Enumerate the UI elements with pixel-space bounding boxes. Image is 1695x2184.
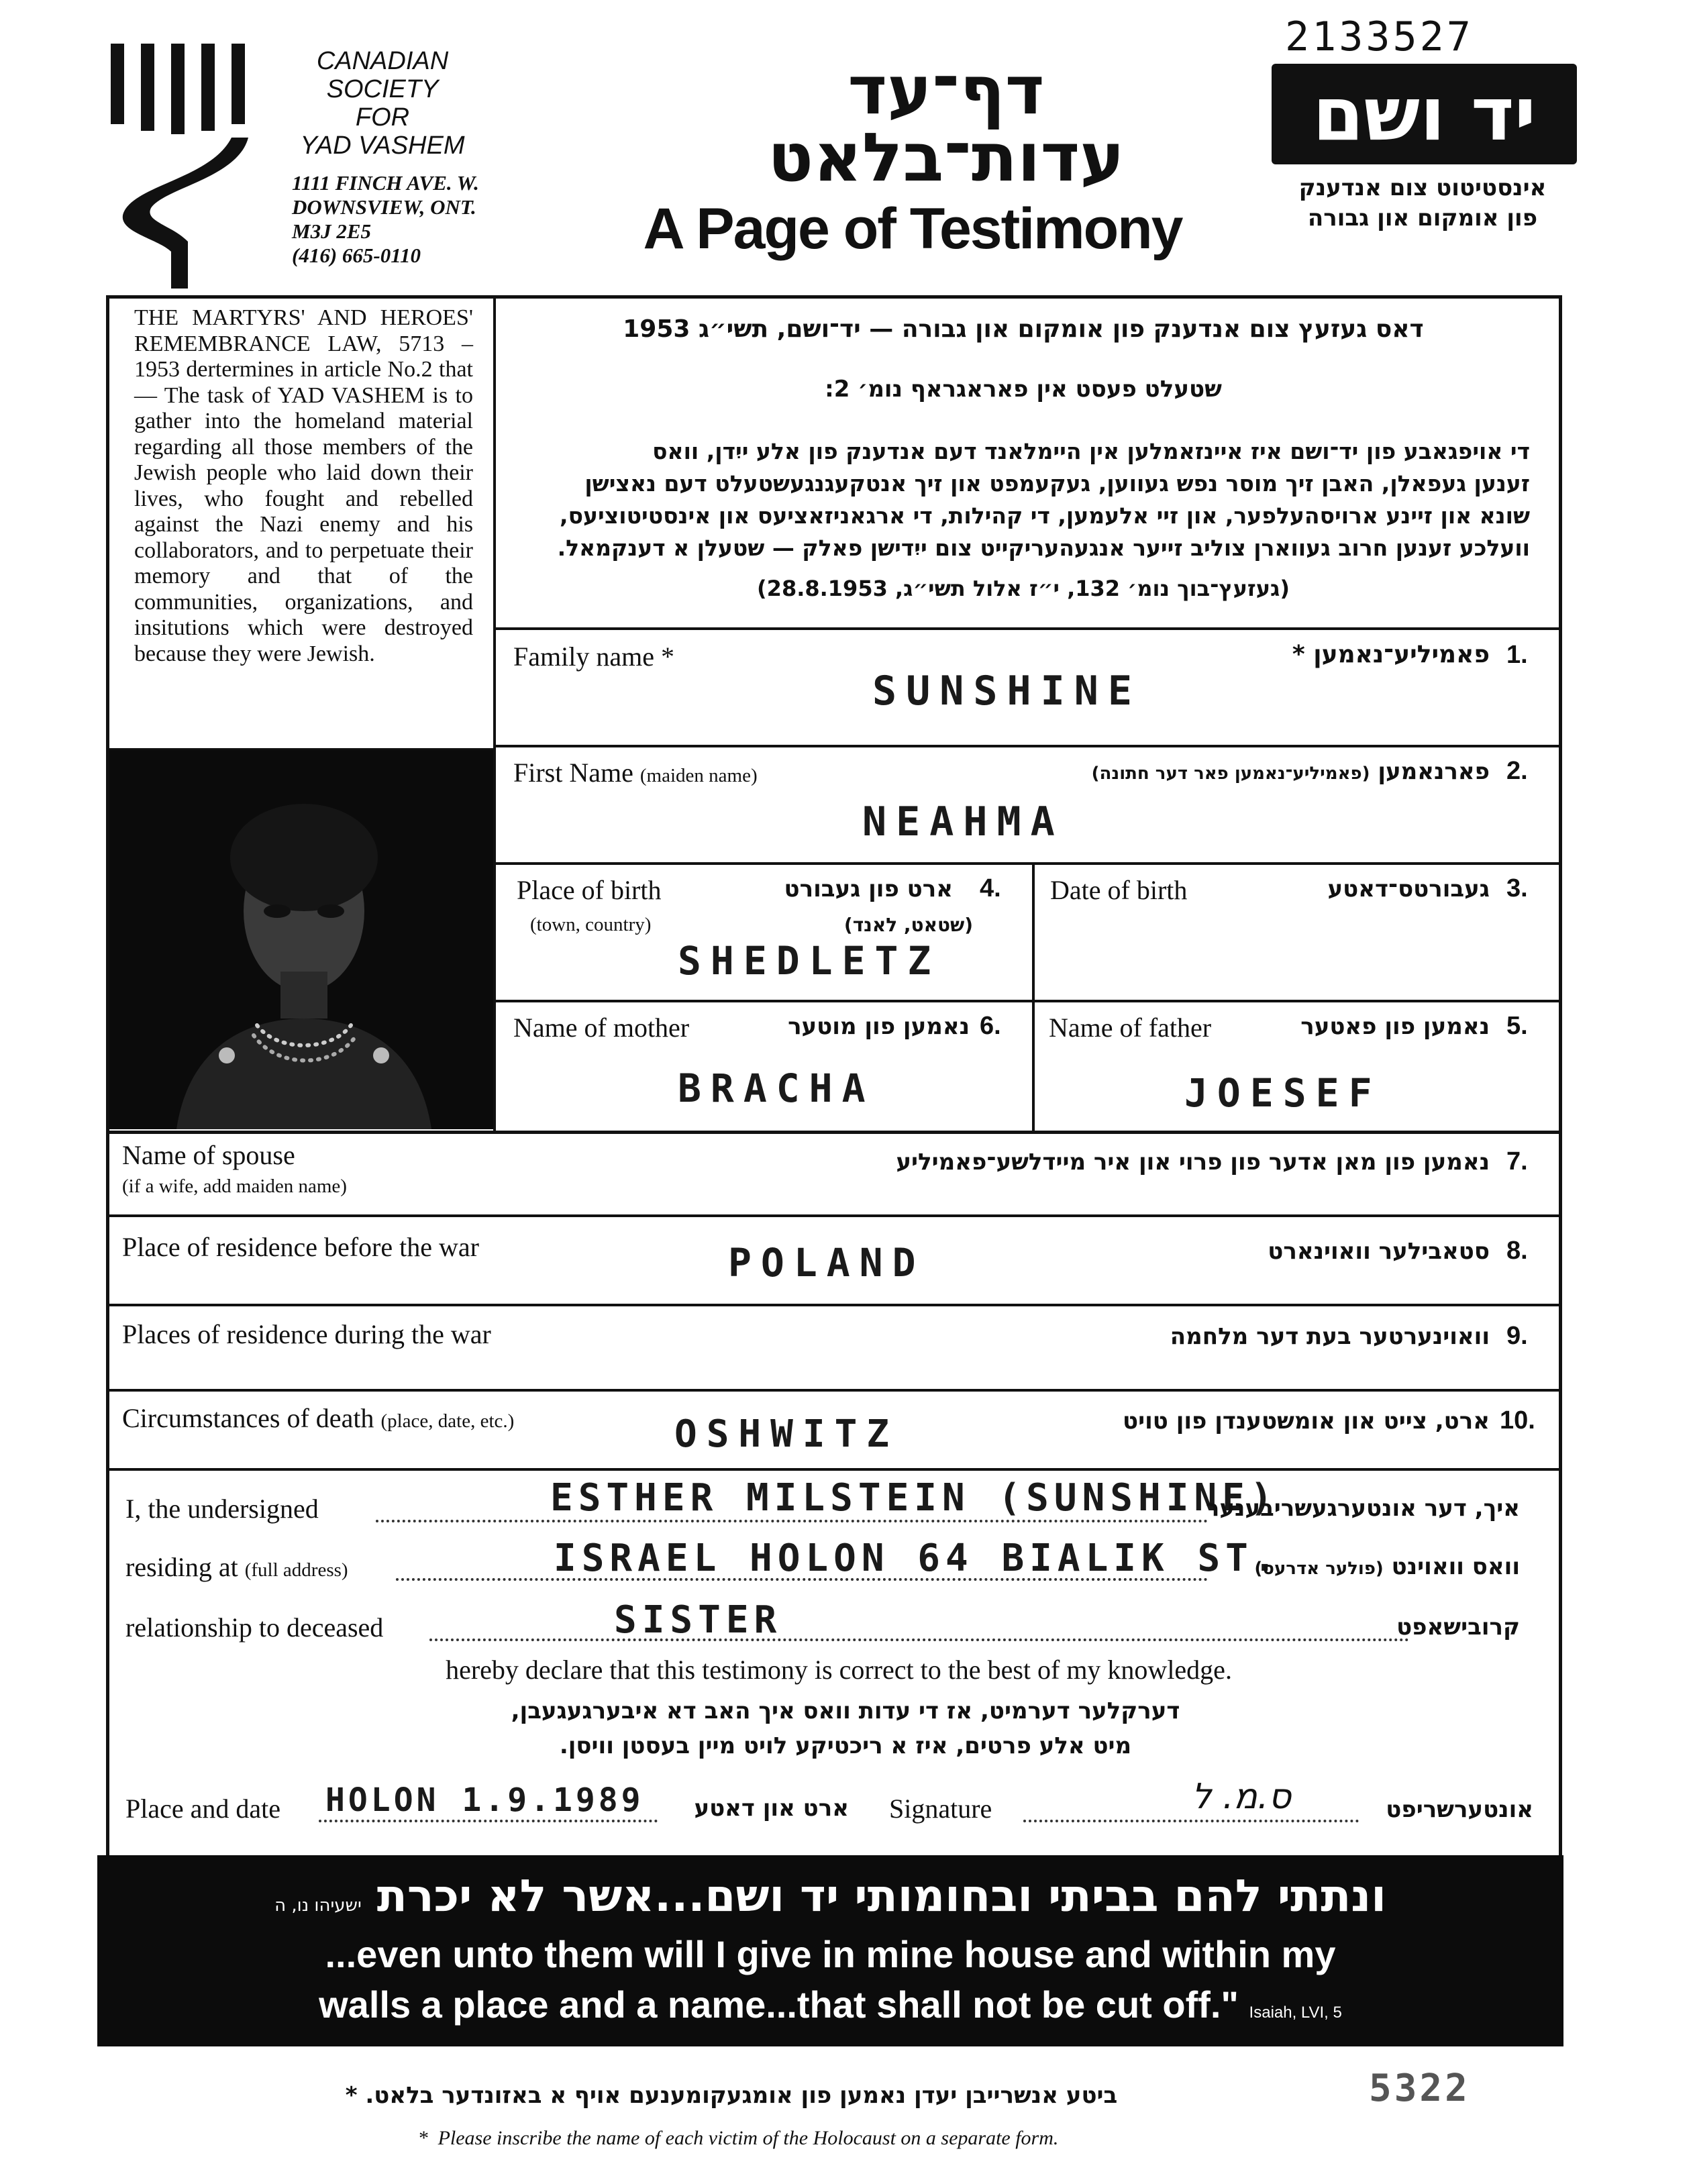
frame-top bbox=[106, 295, 1562, 299]
banner-hebrew-ref: ישעיהו נו, ה bbox=[274, 1895, 362, 1916]
org-line: FOR bbox=[355, 103, 410, 132]
father-name-label: Name of father bbox=[1049, 1012, 1212, 1043]
law-yiddish-line: די אויפגאבע פון יד־ושם איז איינזאמלען אין היימלאנד דעם אנדענק פון אלע ייִדן, וואס bbox=[652, 438, 1530, 464]
org-line: SOCIETY bbox=[326, 75, 439, 103]
row-divider bbox=[106, 1468, 1562, 1471]
row-divider bbox=[495, 627, 1562, 630]
circumstances-of-death-value: OSHWITZ bbox=[674, 1412, 899, 1456]
hebrew-title-line-2: עדות־בלאט bbox=[768, 118, 1125, 197]
banner-english-text: walls a place and a name...that shall not be cut off." bbox=[319, 1983, 1239, 2026]
law-yiddish-line: זענען געפאלן, האבן זיך מוסר נפש געווען, געקעמפט און זיך אנטקעגנגעשטעלט דעם נאצישן bbox=[584, 470, 1530, 497]
footer-yiddish-text: ביטע אנשרייבן יעדן נאמען פון אומגעקומענעם אויף א באזונדער בלאט. bbox=[365, 2082, 1118, 2109]
residence-during-war-label: Places of residence during the war bbox=[122, 1319, 491, 1349]
org-line: CANADIAN bbox=[316, 47, 449, 75]
declaration-yiddish-line-2: מיט אלע פרטים, איז א ריכטיקע לויט מיין בעסטן וויסן. bbox=[559, 1732, 1132, 1759]
relationship-yiddish-label: קרובישאפט bbox=[1396, 1614, 1520, 1641]
relationship-dotted-line bbox=[429, 1639, 1409, 1641]
frame-right bbox=[1559, 295, 1562, 1855]
isaiah-banner bbox=[97, 1855, 1563, 2046]
hebrew-title-line-1: דף־עד bbox=[848, 51, 1045, 129]
first-name-yiddish-note: (פאמיליע־נאמען פאר דער חתונה) bbox=[1091, 764, 1370, 784]
undersigned-dotted-line bbox=[376, 1520, 1208, 1522]
law-yiddish-line: וועלכע זענען חרוב געווארן צוליב זייער אנגעהעריקייט צום ייִדישן פאלק — שטעלן א דענקמאל. bbox=[557, 535, 1530, 561]
spouse-name-yiddish-label: נאמען פון מאן אדער פון פרוי און איר מיידלשע־פאמיליע bbox=[896, 1149, 1490, 1176]
family-name-label: Family name * bbox=[513, 641, 674, 672]
row-divider bbox=[495, 1000, 1562, 1002]
place-and-date-value: HOLON 1.9.1989 bbox=[325, 1781, 644, 1819]
relationship-value: SISTER bbox=[614, 1598, 782, 1642]
family-name-number: 1. bbox=[1506, 641, 1528, 669]
date-of-birth-yiddish-label: געבורטס־דאטע bbox=[1327, 876, 1490, 902]
address-line: 1111 FINCH AVE. W. bbox=[292, 171, 479, 195]
first-name-number: 2. bbox=[1506, 757, 1528, 785]
place-of-birth-yiddish-label: ארט פון געבורט bbox=[784, 876, 953, 902]
residing-at-label bbox=[125, 1551, 348, 1583]
undersigned-yiddish-label: איך, דער אונטערגעשריבענער bbox=[1205, 1495, 1520, 1522]
declaration-yiddish-line-1: דערקלער דערמיט, אז די עדות וואס איך האב דא איבערגעגעבן, bbox=[511, 1698, 1180, 1724]
law-yiddish-line: שונא און זיינע ארויסהעלפער, און זיי אלעמען, די קהילות, די ארגאניזאציעס און אינסטיטוציעס, bbox=[560, 503, 1530, 529]
place-and-date-yiddish-label: ארט און דאטע bbox=[694, 1795, 849, 1822]
mother-name-label: Name of mother bbox=[513, 1012, 690, 1043]
residing-at-yiddish-label bbox=[1208, 1553, 1520, 1580]
residence-before-war-number: 8. bbox=[1506, 1237, 1528, 1265]
row-divider bbox=[495, 745, 1562, 747]
father-name-value: JOESEF bbox=[1184, 1070, 1382, 1116]
footer-yiddish-note: ביטע אנשרייבן יעדן נאמען פון אומגעקומענעם אויף א באזונדער בלאט. * bbox=[345, 2082, 1118, 2109]
law-yiddish-citation: (געזעץ־בוך נומ׳ 132, י״ז אלול תשי״ג, 28.8.1953) bbox=[757, 576, 1290, 601]
law-yiddish-title: דאס געזעץ צום אנדענק פון אומקום און גבורה — יד־ושם, תשי״ג 1953 bbox=[623, 315, 1424, 343]
place-of-birth-number: 4. bbox=[980, 874, 1001, 902]
footer-stamp-number: 5322 bbox=[1369, 2067, 1470, 2110]
footer-english-text: Please inscribe the name of each victim of the Holocaust on a separate form. bbox=[438, 2127, 1059, 2149]
first-name-yiddish-text: פארנאמען bbox=[1378, 758, 1490, 785]
mother-name-yiddish-label: נאמען פון מוטער bbox=[788, 1013, 970, 1040]
declaration-statement: hereby declare that this testimony is correct to the best of my knowledge. bbox=[446, 1655, 1232, 1685]
spouse-name-number: 7. bbox=[1506, 1147, 1528, 1176]
circumstances-of-death-number: 10. bbox=[1500, 1406, 1535, 1435]
place-of-birth-yiddish-note: (שטאט, לאנד) bbox=[843, 914, 973, 936]
circumstances-of-death-note: (place, date, etc.) bbox=[380, 1410, 515, 1432]
first-name-yiddish-label bbox=[906, 758, 1490, 785]
relationship-label: relationship to deceased bbox=[125, 1612, 384, 1643]
row-divider bbox=[106, 1131, 1562, 1134]
row-divider bbox=[106, 1389, 1562, 1392]
mother-name-value: BRACHA bbox=[678, 1065, 875, 1111]
left-column-divider bbox=[493, 295, 496, 1131]
institute-name-line-1: אינסטיטוט צום אנדענק bbox=[1298, 174, 1547, 201]
institute-name-line-2: פון אומקום און גבורה bbox=[1307, 205, 1538, 231]
yad-vashem-logo-text: יד ושם bbox=[1312, 71, 1537, 157]
address-line: M3J 2E5 bbox=[292, 219, 371, 243]
spouse-name-label: Name of spouse bbox=[122, 1140, 295, 1170]
row-divider bbox=[106, 1304, 1562, 1306]
yad-vashem-logo bbox=[1272, 64, 1577, 164]
place-and-date-dotted-line bbox=[319, 1820, 658, 1822]
circumstances-of-death-label bbox=[122, 1402, 514, 1434]
date-of-birth-number: 3. bbox=[1506, 874, 1528, 902]
spouse-name-note: (if a wife, add maiden name) bbox=[122, 1176, 347, 1197]
first-name-value: NEAHMA bbox=[862, 798, 1064, 845]
date-of-birth-label: Date of birth bbox=[1050, 875, 1188, 905]
signature-value: ס.מ. ל bbox=[1191, 1777, 1292, 1817]
family-name-yiddish-label: פאמיליע־נאמען * bbox=[1292, 641, 1490, 668]
address-line: (416) 665-0110 bbox=[292, 244, 421, 267]
residing-at-text: residing at bbox=[125, 1552, 238, 1582]
undersigned-value: ESTHER MILSTEIN (SUNSHINE) bbox=[550, 1476, 1278, 1520]
organization-address bbox=[292, 171, 533, 268]
family-name-value: SUNSHINE bbox=[872, 668, 1141, 715]
undersigned-label: I, the undersigned bbox=[125, 1494, 319, 1524]
banner-reference: Isaiah, LVI, 5 bbox=[1249, 2004, 1342, 2022]
footer-english-note: * Please inscribe the name of each victim of the Holocaust on a separate form. bbox=[417, 2127, 1059, 2149]
address-line: DOWNSVIEW, ONT. bbox=[292, 195, 476, 219]
column-divider bbox=[1032, 862, 1035, 1131]
residence-before-war-yiddish-label: סטאבילער וואוינארט bbox=[1268, 1238, 1490, 1265]
signature-yiddish-label: אונטערשריפט bbox=[1386, 1796, 1533, 1823]
residing-at-note: (full address) bbox=[244, 1559, 348, 1581]
residence-during-war-number: 9. bbox=[1506, 1322, 1528, 1350]
law-yiddish-subtitle: שטעלט פעסט אין פאראגראף נומ׳ 2: bbox=[825, 376, 1222, 403]
menorah-logo bbox=[97, 37, 258, 292]
row-divider bbox=[106, 1214, 1562, 1217]
residing-at-yiddish-note: (פולער אדרעס) bbox=[1254, 1559, 1384, 1579]
page-title: A Page of Testimony bbox=[643, 197, 1182, 261]
residing-at-value: ISRAEL HOLON 64 BIALIK ST. bbox=[554, 1537, 1282, 1580]
circumstances-of-death-text: Circumstances of death bbox=[122, 1403, 374, 1433]
place-and-date-label: Place and date bbox=[125, 1793, 280, 1824]
place-of-birth-label: Place of birth bbox=[517, 875, 662, 905]
residence-during-war-yiddish-label: וואוינערטער בעת דער מלחמה bbox=[1170, 1323, 1490, 1350]
signature-dotted-line bbox=[1023, 1820, 1359, 1822]
circumstances-of-death-yiddish-label: ארט, צייט און אומשטענדן פון טויט bbox=[1122, 1408, 1490, 1435]
place-of-birth-value: SHEDLETZ bbox=[678, 938, 941, 984]
mother-name-number: 6. bbox=[980, 1012, 1001, 1040]
residence-before-war-value: POLAND bbox=[728, 1240, 925, 1286]
org-line: YAD VASHEM bbox=[300, 132, 465, 160]
residing-at-yiddish-text: וואס וואוינט bbox=[1391, 1553, 1520, 1580]
place-of-birth-note: (town, country) bbox=[530, 914, 652, 935]
organization-name bbox=[282, 47, 483, 160]
banner-hebrew-text: ונתתי להם בביתי ובחומותי יד ושם...אשר לא יכרת bbox=[376, 1870, 1386, 1922]
first-name-label bbox=[513, 757, 758, 788]
residence-before-war-label: Place of residence before the war bbox=[122, 1232, 479, 1262]
first-name-label-text: First Name bbox=[513, 758, 633, 788]
row-divider bbox=[495, 862, 1562, 865]
serial-number: 2133527 bbox=[1285, 13, 1474, 60]
signature-label: Signature bbox=[889, 1793, 992, 1824]
banner-hebrew-verse bbox=[97, 1870, 1563, 1922]
father-name-yiddish-label: נאמען פון פאטער bbox=[1300, 1013, 1490, 1040]
banner-english-line-1: ...even unto them will I give in mine house and within my bbox=[325, 1933, 1336, 1975]
victim-photo bbox=[109, 750, 493, 1129]
law-text: THE MARTYRS' AND HEROES' REMEMBRANCE LAW, 5713 – 1953 dertermines in article No.2 that — The task of YAD VASHEM is to gather into the homeland material regarding all those members of the Jewish people who laid down their lives, who fought and rebelled against the Nazi enemy and his collaborators, and to perpetuate their memory and that of the communities, organizations, and insitutions which were destroyed because they were Jewish. bbox=[134, 305, 473, 666]
first-name-label-note: (maiden name) bbox=[639, 765, 758, 786]
father-name-number: 5. bbox=[1506, 1012, 1528, 1040]
banner-english-line-2 bbox=[97, 1983, 1563, 2026]
